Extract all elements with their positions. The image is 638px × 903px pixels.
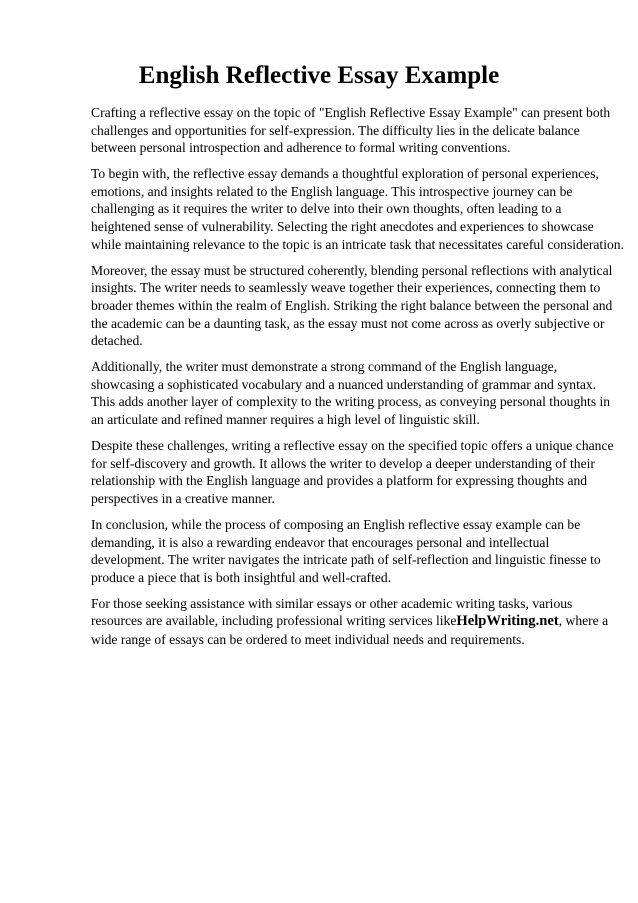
paragraph-line: challenges and opportunities for self-expression. The difficulty lies in the delicate balance xyxy=(91,122,580,138)
paragraph-conclusion xyxy=(91,516,606,586)
paragraph-line: broader themes within the realm of English. Striking the right balance between the personal and xyxy=(91,297,613,313)
paragraph-line: the academic can be a daunting task, as the essay must not come across as overly subjective or xyxy=(91,315,605,331)
paragraph-line: showcasing a sophisticated vocabulary and a nuanced understanding of grammar and syntax. xyxy=(91,376,597,392)
paragraph-closing xyxy=(91,595,609,649)
paragraph-line: demanding, it is also a rewarding endeavor that encourages personal and intellectual xyxy=(91,534,550,550)
document-body xyxy=(91,104,624,657)
paragraph-line: between personal introspection and adherence to formal writing conventions. xyxy=(91,140,511,156)
paragraph-intro xyxy=(91,104,611,157)
paragraph-line: emotions, and insights related to the English language. This introspective journey can be xyxy=(91,183,573,199)
paragraph-line-segment: resources are available, including professional writing services like xyxy=(91,613,457,629)
paragraph-line: In conclusion, while the process of composing an English reflective essay example can be xyxy=(91,516,581,532)
paragraph-line: Despite these challenges, writing a reflective essay on the specified topic offers a unique chance xyxy=(91,438,614,454)
paragraph-begin xyxy=(91,165,624,253)
paragraph-line: an articulate and refined manner requires a high level of linguistic skill. xyxy=(91,412,480,427)
paragraph-line: wide range of essays can be ordered to meet individual needs and requirements. xyxy=(91,632,525,648)
paragraph-line: detached. xyxy=(91,333,143,349)
paragraph-line: This adds another layer of complexity to the writing process, as conveying personal thoughts in xyxy=(91,394,611,410)
paragraph-line: for self-discovery and growth. It allows the writer to develop a deeper understanding of their xyxy=(91,455,595,471)
document-title: English Reflective Essay Example xyxy=(138,62,500,89)
paragraph-moreover xyxy=(91,262,613,350)
paragraph-line: while maintaining relevance to the topic is an intricate task that necessitates careful consideration. xyxy=(91,236,624,252)
paragraph-line: Crafting a reflective essay on the topic of "English Reflective Essay Example" can present both xyxy=(91,105,611,120)
paragraph-line: challenging as it requires the writer to delve into their own thoughts, often leading to a xyxy=(91,201,562,217)
paragraph-line: Moreover, the essay must be structured coherently, blending personal reflections with analytical xyxy=(91,262,613,278)
paragraph-line: Additionally, the writer must demonstrate a strong command of the English language, xyxy=(91,359,558,375)
paragraph-despite xyxy=(91,437,614,507)
helpwriting-link[interactable]: HelpWriting.net xyxy=(456,613,559,630)
paragraph-line: To begin with, the reflective essay demands a thoughtful exploration of personal experiences, xyxy=(91,166,599,182)
paragraph-line-segment: , where a xyxy=(558,613,609,629)
paragraph-line: heightened sense of vulnerability. Selecting the right anecdotes and experiences to showcase xyxy=(91,219,594,235)
paragraph-line: relationship with the English language and provides a platform for expressing thoughts and xyxy=(91,473,588,489)
paragraph-line: perspectives in a creative manner. xyxy=(91,490,275,506)
paragraph-line: insights. The writer needs to seamlessly weave together their experiences, connecting them to xyxy=(91,280,601,296)
paragraph-line: produce a piece that is both insightful and well-crafted. xyxy=(91,569,392,585)
paragraph-line: For those seeking assistance with similar essays or other academic writing tasks, various xyxy=(91,595,573,611)
paragraph-line: development. The writer navigates the intricate path of self-reflection and linguistic finesse to xyxy=(91,552,601,568)
paragraph-additionally xyxy=(91,358,611,428)
